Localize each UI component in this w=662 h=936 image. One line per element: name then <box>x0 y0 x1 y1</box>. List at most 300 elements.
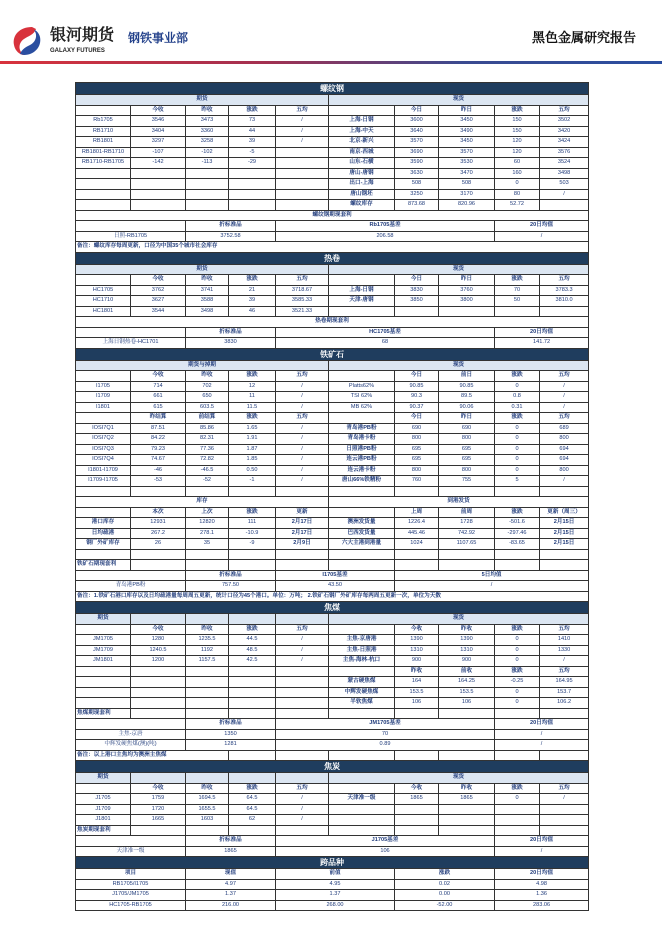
table-cell: 天津准一级 <box>329 794 395 805</box>
table-cell <box>276 486 329 497</box>
group-header <box>76 497 589 508</box>
table-cell: 1281 <box>186 740 276 751</box>
table-cell: 3588 <box>186 296 229 307</box>
department: 钢铁事业部 <box>128 31 189 45</box>
table-cell: 山东-石横 <box>329 158 395 169</box>
table-cell: -46 <box>131 465 186 476</box>
table-row <box>76 285 589 296</box>
table-cell: 上海-中天 <box>329 126 395 137</box>
table-cell: 五均 <box>276 105 329 116</box>
table-cell <box>186 708 229 719</box>
arbitrage-row <box>76 338 589 349</box>
table-cell: 1.37 <box>276 890 395 901</box>
report-title: 黑色金属研究报告 <box>531 31 636 46</box>
table-cell <box>329 708 395 719</box>
table-cell <box>276 687 329 698</box>
table-cell: 前值 <box>276 869 395 880</box>
note-row <box>76 750 589 761</box>
table-cell <box>131 486 186 497</box>
table-cell: 连云港卡粉 <box>329 465 395 476</box>
table-cell: I1709 <box>76 392 131 403</box>
group-header <box>76 773 589 784</box>
section-title: 热卷 <box>76 252 589 264</box>
table-cell: 714 <box>131 381 186 392</box>
table-cell: 1350 <box>186 729 276 740</box>
group-header <box>76 614 589 625</box>
table-cell: 106 <box>439 698 495 709</box>
table-cell: / <box>276 804 329 815</box>
group-header <box>76 95 589 106</box>
table-cell: 1.37 <box>186 890 276 901</box>
table-cell <box>131 189 186 200</box>
table-row <box>76 402 589 413</box>
table-cell: 五均 <box>540 624 589 635</box>
table-cell <box>495 750 540 761</box>
table-cell: 800 <box>439 434 495 445</box>
table-row <box>76 189 589 200</box>
table-cell: 今收 <box>131 105 186 116</box>
table-cell: 1235.5 <box>186 635 229 646</box>
table-cell: 694 <box>540 444 589 455</box>
table-cell: 64.5 <box>229 804 276 815</box>
table-cell: 天津准一级 <box>76 846 186 857</box>
table-row <box>76 539 589 550</box>
table-cell <box>276 708 329 719</box>
table-cell: 3690 <box>395 147 439 158</box>
section-title: 螺纹钢 <box>76 83 589 95</box>
table-cell: / <box>540 381 589 392</box>
table-cell <box>495 560 540 571</box>
table-cell <box>186 773 229 784</box>
table-cell <box>395 560 439 571</box>
table-cell <box>131 614 186 625</box>
table-cell: 主焦-海林-杭口 <box>329 656 395 667</box>
table-cell: 1330 <box>540 645 589 656</box>
spot-header: 现货 <box>329 360 589 371</box>
section-title: 焦煤 <box>76 602 589 614</box>
table-row <box>76 486 589 497</box>
table-cell: 1655.5 <box>186 804 229 815</box>
table-cell: 695 <box>395 455 439 466</box>
table-cell <box>439 486 495 497</box>
table-row <box>76 698 589 709</box>
table-row <box>76 296 589 307</box>
table-cell: 1390 <box>439 635 495 646</box>
table-cell: 五均 <box>276 371 329 382</box>
header-divider <box>0 61 662 64</box>
table-cell <box>540 804 589 815</box>
table-cell: 涨跌 <box>229 371 276 382</box>
table-cell: 0 <box>495 687 540 698</box>
table-cell: 前收 <box>439 666 495 677</box>
table-cell: 0 <box>495 434 540 445</box>
table-cell <box>395 825 439 836</box>
table-cell: RB1801-RB1710 <box>76 147 131 158</box>
table-cell: 主焦-京唐港 <box>329 635 395 646</box>
table-cell: 涨跌 <box>495 413 540 424</box>
arbitrage-row <box>76 900 589 911</box>
table-cell: 主焦-京唐 <box>76 729 186 740</box>
table-cell: / <box>395 581 589 592</box>
table-cell: RB1705/I1705 <box>76 879 186 890</box>
table-cell: 3590 <box>395 158 439 169</box>
table-cell: I1801 <box>76 402 131 413</box>
table-cell <box>439 306 495 317</box>
table-cell <box>395 815 439 826</box>
table-cell: 89.5 <box>439 392 495 403</box>
table-cell: 连云港PB粉 <box>329 455 395 466</box>
table-cell: 48.5 <box>229 645 276 656</box>
table-cell: I1705 <box>76 381 131 392</box>
table-cell: IOSI7Q2 <box>76 434 131 445</box>
table-cell <box>131 677 186 688</box>
table-cell: 3473 <box>186 116 229 127</box>
table-cell: 巴西发货量 <box>329 528 395 539</box>
table-cell: 160 <box>495 168 540 179</box>
table-cell: 800 <box>395 434 439 445</box>
table-cell: 1.85 <box>229 455 276 466</box>
table-cell: 3424 <box>540 137 589 148</box>
table-cell: 2月15日 <box>540 518 589 529</box>
table-row <box>76 116 589 127</box>
table-cell: 1.91 <box>229 434 276 445</box>
table-cell: 153.5 <box>395 687 439 698</box>
table-cell: 4.98 <box>495 879 589 890</box>
table-cell <box>186 614 229 625</box>
table-cell: 涨跌 <box>495 507 540 518</box>
table-cell: 螺纹库存 <box>329 200 395 211</box>
spot-header: 现货 <box>329 95 589 106</box>
table-cell: 11.5 <box>229 402 276 413</box>
table-cell <box>76 677 131 688</box>
spot-header: 现货 <box>329 614 589 625</box>
table-cell: IOSI7Q4 <box>76 455 131 466</box>
table-cell: 澳洲发货量 <box>329 518 395 529</box>
table-cell: 0 <box>495 645 540 656</box>
table-cell: 800 <box>395 465 439 476</box>
table-cell <box>76 507 131 518</box>
table-row <box>76 210 589 221</box>
table-cell: 钢厂外矿库存 <box>76 539 131 550</box>
table-cell: 283.06 <box>495 900 589 911</box>
table-cell: 503 <box>540 179 589 190</box>
table-cell <box>131 179 186 190</box>
table-cell: 上海-日钢 <box>329 116 395 127</box>
table-row <box>76 708 589 719</box>
table-cell: 昨收 <box>439 783 495 794</box>
table-cell: 873.68 <box>395 200 439 211</box>
table-cell: 80 <box>495 189 540 200</box>
table-cell <box>186 666 229 677</box>
table-row <box>76 423 589 434</box>
table-cell: 昨收 <box>186 275 229 286</box>
table-cell: 涨跌 <box>495 105 540 116</box>
table-cell: 五均 <box>540 666 589 677</box>
table-cell: TSI 62% <box>329 392 395 403</box>
note-row <box>76 242 589 253</box>
table-cell <box>186 687 229 698</box>
table-cell: 0.31 <box>495 402 540 413</box>
table-cell: 20日均值 <box>495 327 589 338</box>
table-row <box>76 656 589 667</box>
table-cell: 603.5 <box>186 402 229 413</box>
table-cell: 今收 <box>131 624 186 635</box>
table-cell: 141.72 <box>495 338 589 349</box>
table-cell: 46 <box>229 306 276 317</box>
table-cell <box>540 815 589 826</box>
table-cell: 五均 <box>276 624 329 635</box>
table-row <box>76 794 589 805</box>
table-cell: 昨收 <box>186 624 229 635</box>
table-cell: 五均 <box>540 413 589 424</box>
table-cell: 涨跌 <box>495 624 540 635</box>
arbitrage-row <box>76 836 589 847</box>
table-cell: 62 <box>229 815 276 826</box>
table-cell: 主焦-日照港 <box>329 645 395 656</box>
table-cell: 1759 <box>131 794 186 805</box>
table-cell: 44.5 <box>229 635 276 646</box>
table-cell: 3741 <box>186 285 229 296</box>
table-cell: 涨跌 <box>229 783 276 794</box>
table-row <box>76 549 589 560</box>
table-cell <box>495 549 540 560</box>
table-cell <box>395 804 439 815</box>
table-cell <box>395 486 439 497</box>
table-cell: 20日均值 <box>495 836 589 847</box>
table-cell: 1.87 <box>229 444 276 455</box>
table-cell: / <box>276 137 329 148</box>
table-cell: / <box>276 476 329 487</box>
table-cell: 0.89 <box>276 740 495 751</box>
table-row <box>76 317 589 328</box>
table-cell <box>131 773 186 784</box>
table-cell <box>229 666 276 677</box>
table-cell: 1192 <box>186 645 229 656</box>
table-cell <box>439 804 495 815</box>
table-row <box>76 476 589 487</box>
stock-header: 库存 <box>76 497 329 508</box>
table-cell <box>186 825 229 836</box>
table-cell: 11 <box>229 392 276 403</box>
table-cell <box>329 666 395 677</box>
section-header <box>76 252 589 264</box>
arbitrage-row <box>76 869 589 880</box>
table-cell: 1240.5 <box>131 645 186 656</box>
table-row <box>76 528 589 539</box>
table-cell: 695 <box>439 444 495 455</box>
table-cell: 今收 <box>131 371 186 382</box>
table-cell: 3600 <box>395 116 439 127</box>
table-cell: 85.86 <box>186 423 229 434</box>
table-cell: 2月17日 <box>276 528 329 539</box>
table-cell: MB 62% <box>329 402 395 413</box>
table-cell: 折标准品 <box>186 327 276 338</box>
table-cell <box>439 825 495 836</box>
table-cell: 0.00 <box>395 890 495 901</box>
table-cell: 153.7 <box>540 687 589 698</box>
column-headers <box>76 371 589 382</box>
table-cell <box>395 750 439 761</box>
table-cell: 今日 <box>395 413 439 424</box>
table-cell: -113 <box>186 158 229 169</box>
table-cell: / <box>276 392 329 403</box>
table-cell: 1200 <box>131 656 186 667</box>
table-cell <box>229 687 276 698</box>
table-row <box>76 444 589 455</box>
table-cell: 21 <box>229 285 276 296</box>
note: 备注：1.铁矿石港口库存以及日均疏港量每周周五更新，统计口径为45个港口。单位：万吨； 2.铁矿石钢厂外矿库存每两周五更新一次，单位为天数 <box>76 591 589 602</box>
table-cell: -52.00 <box>395 900 495 911</box>
table-cell <box>229 677 276 688</box>
table-cell: -83.65 <box>495 539 540 550</box>
table-cell: / <box>276 126 329 137</box>
note: 备注：以上港口主焦均为澳洲主焦煤 <box>76 750 229 761</box>
table-cell: 615 <box>131 402 186 413</box>
table-cell: 3450 <box>439 137 495 148</box>
table-cell: 268.00 <box>276 900 395 911</box>
table-cell: 4.95 <box>276 879 395 890</box>
table-cell: 1390 <box>395 635 439 646</box>
table-cell <box>276 560 329 571</box>
table-row <box>76 455 589 466</box>
table-cell: 3420 <box>540 126 589 137</box>
table-cell: 3450 <box>439 116 495 127</box>
table-cell: 90.37 <box>395 402 439 413</box>
table-cell <box>329 624 395 635</box>
section-title: 焦炭 <box>76 761 589 773</box>
table-cell: 涨跌 <box>495 275 540 286</box>
table-cell: 青岛港PB粉 <box>76 581 186 592</box>
table-cell: JM1705基差 <box>276 719 495 730</box>
table-row <box>76 126 589 137</box>
table-cell <box>395 306 439 317</box>
futures-header: 期货 <box>76 264 329 275</box>
table-cell: 更新（周三） <box>540 507 589 518</box>
table-cell: 278.1 <box>186 528 229 539</box>
table-cell <box>229 825 276 836</box>
table-cell <box>131 666 186 677</box>
table-cell <box>229 614 276 625</box>
table-cell: JM1709 <box>76 645 131 656</box>
table-cell <box>76 105 131 116</box>
table-cell: 508 <box>395 179 439 190</box>
table-cell: / <box>495 231 589 242</box>
report-header <box>0 0 662 70</box>
table-row <box>76 825 589 836</box>
table-cell: 79.23 <box>131 444 186 455</box>
table-cell: 694 <box>540 455 589 466</box>
table-cell: 前结算 <box>186 413 229 424</box>
market-data-table <box>75 82 589 911</box>
table-cell <box>540 306 589 317</box>
table-cell: 216.00 <box>186 900 276 911</box>
table-cell: 中辉发硬焦煤(澳)(吨) <box>76 740 186 751</box>
table-row <box>76 677 589 688</box>
table-cell: 20日均值 <box>495 869 589 880</box>
table-cell: 3585.33 <box>276 296 329 307</box>
table-cell: 50 <box>495 296 540 307</box>
table-cell: 26 <box>131 539 186 550</box>
table-cell <box>329 413 395 424</box>
table-cell: 涨跌 <box>229 624 276 635</box>
table-cell <box>540 750 589 761</box>
table-cell <box>76 275 131 286</box>
table-cell: 0 <box>495 794 540 805</box>
table-cell <box>76 698 131 709</box>
table-cell <box>276 179 329 190</box>
table-cell: 0 <box>495 635 540 646</box>
table-cell: 64.5 <box>229 794 276 805</box>
table-cell: 涨跌 <box>229 275 276 286</box>
table-cell: 900 <box>439 656 495 667</box>
table-cell: -107 <box>131 147 186 158</box>
table-cell: / <box>540 189 589 200</box>
column-headers <box>76 413 589 424</box>
table-cell <box>495 306 540 317</box>
table-cell: 2月15日 <box>540 539 589 550</box>
table-cell: 742.92 <box>439 528 495 539</box>
table-cell: 508 <box>439 179 495 190</box>
table-cell: 五均 <box>276 413 329 424</box>
table-cell <box>329 804 395 815</box>
table-cell: 本次 <box>131 507 186 518</box>
table-cell <box>329 275 395 286</box>
arbitrage-row <box>76 740 589 751</box>
table-cell: -29 <box>229 158 276 169</box>
table-row <box>76 137 589 148</box>
table-cell: 昨日 <box>439 413 495 424</box>
table-row <box>76 687 589 698</box>
table-cell <box>439 750 495 761</box>
table-cell: 3830 <box>395 285 439 296</box>
arbitrage-row <box>76 327 589 338</box>
table-cell: 3762 <box>131 285 186 296</box>
table-row <box>76 179 589 190</box>
table-cell: 3502 <box>540 116 589 127</box>
table-cell: 日均疏港 <box>76 528 131 539</box>
table-cell: 1310 <box>395 645 439 656</box>
table-cell: -10.9 <box>229 528 276 539</box>
table-cell <box>76 549 131 560</box>
table-cell: 72.82 <box>186 455 229 466</box>
table-cell: 800 <box>540 434 589 445</box>
table-cell <box>76 570 186 581</box>
table-cell: 青岛港卡粉 <box>329 434 395 445</box>
section-header <box>76 761 589 773</box>
table-cell: 12820 <box>186 518 229 529</box>
table-cell <box>186 168 229 179</box>
table-cell: I1801-I1709 <box>76 465 131 476</box>
table-cell <box>395 708 439 719</box>
arbitrage-row <box>76 221 589 232</box>
table-cell: 800 <box>439 465 495 476</box>
table-cell: 唐山66%铁精粉 <box>329 476 395 487</box>
table-cell: / <box>276 116 329 127</box>
table-cell: 涨跌 <box>495 371 540 382</box>
table-cell <box>186 560 229 571</box>
table-cell: 757.50 <box>186 581 276 592</box>
table-cell: 今日 <box>395 275 439 286</box>
table-cell: 1024 <box>395 539 439 550</box>
table-cell <box>229 750 276 761</box>
table-cell: 昨结算 <box>131 413 186 424</box>
table-cell <box>540 708 589 719</box>
table-cell: 日照-RB1705 <box>76 231 186 242</box>
table-cell: 702 <box>186 381 229 392</box>
arbitrage-row <box>76 890 589 901</box>
table-cell: 3570 <box>439 147 495 158</box>
table-cell: 695 <box>395 444 439 455</box>
